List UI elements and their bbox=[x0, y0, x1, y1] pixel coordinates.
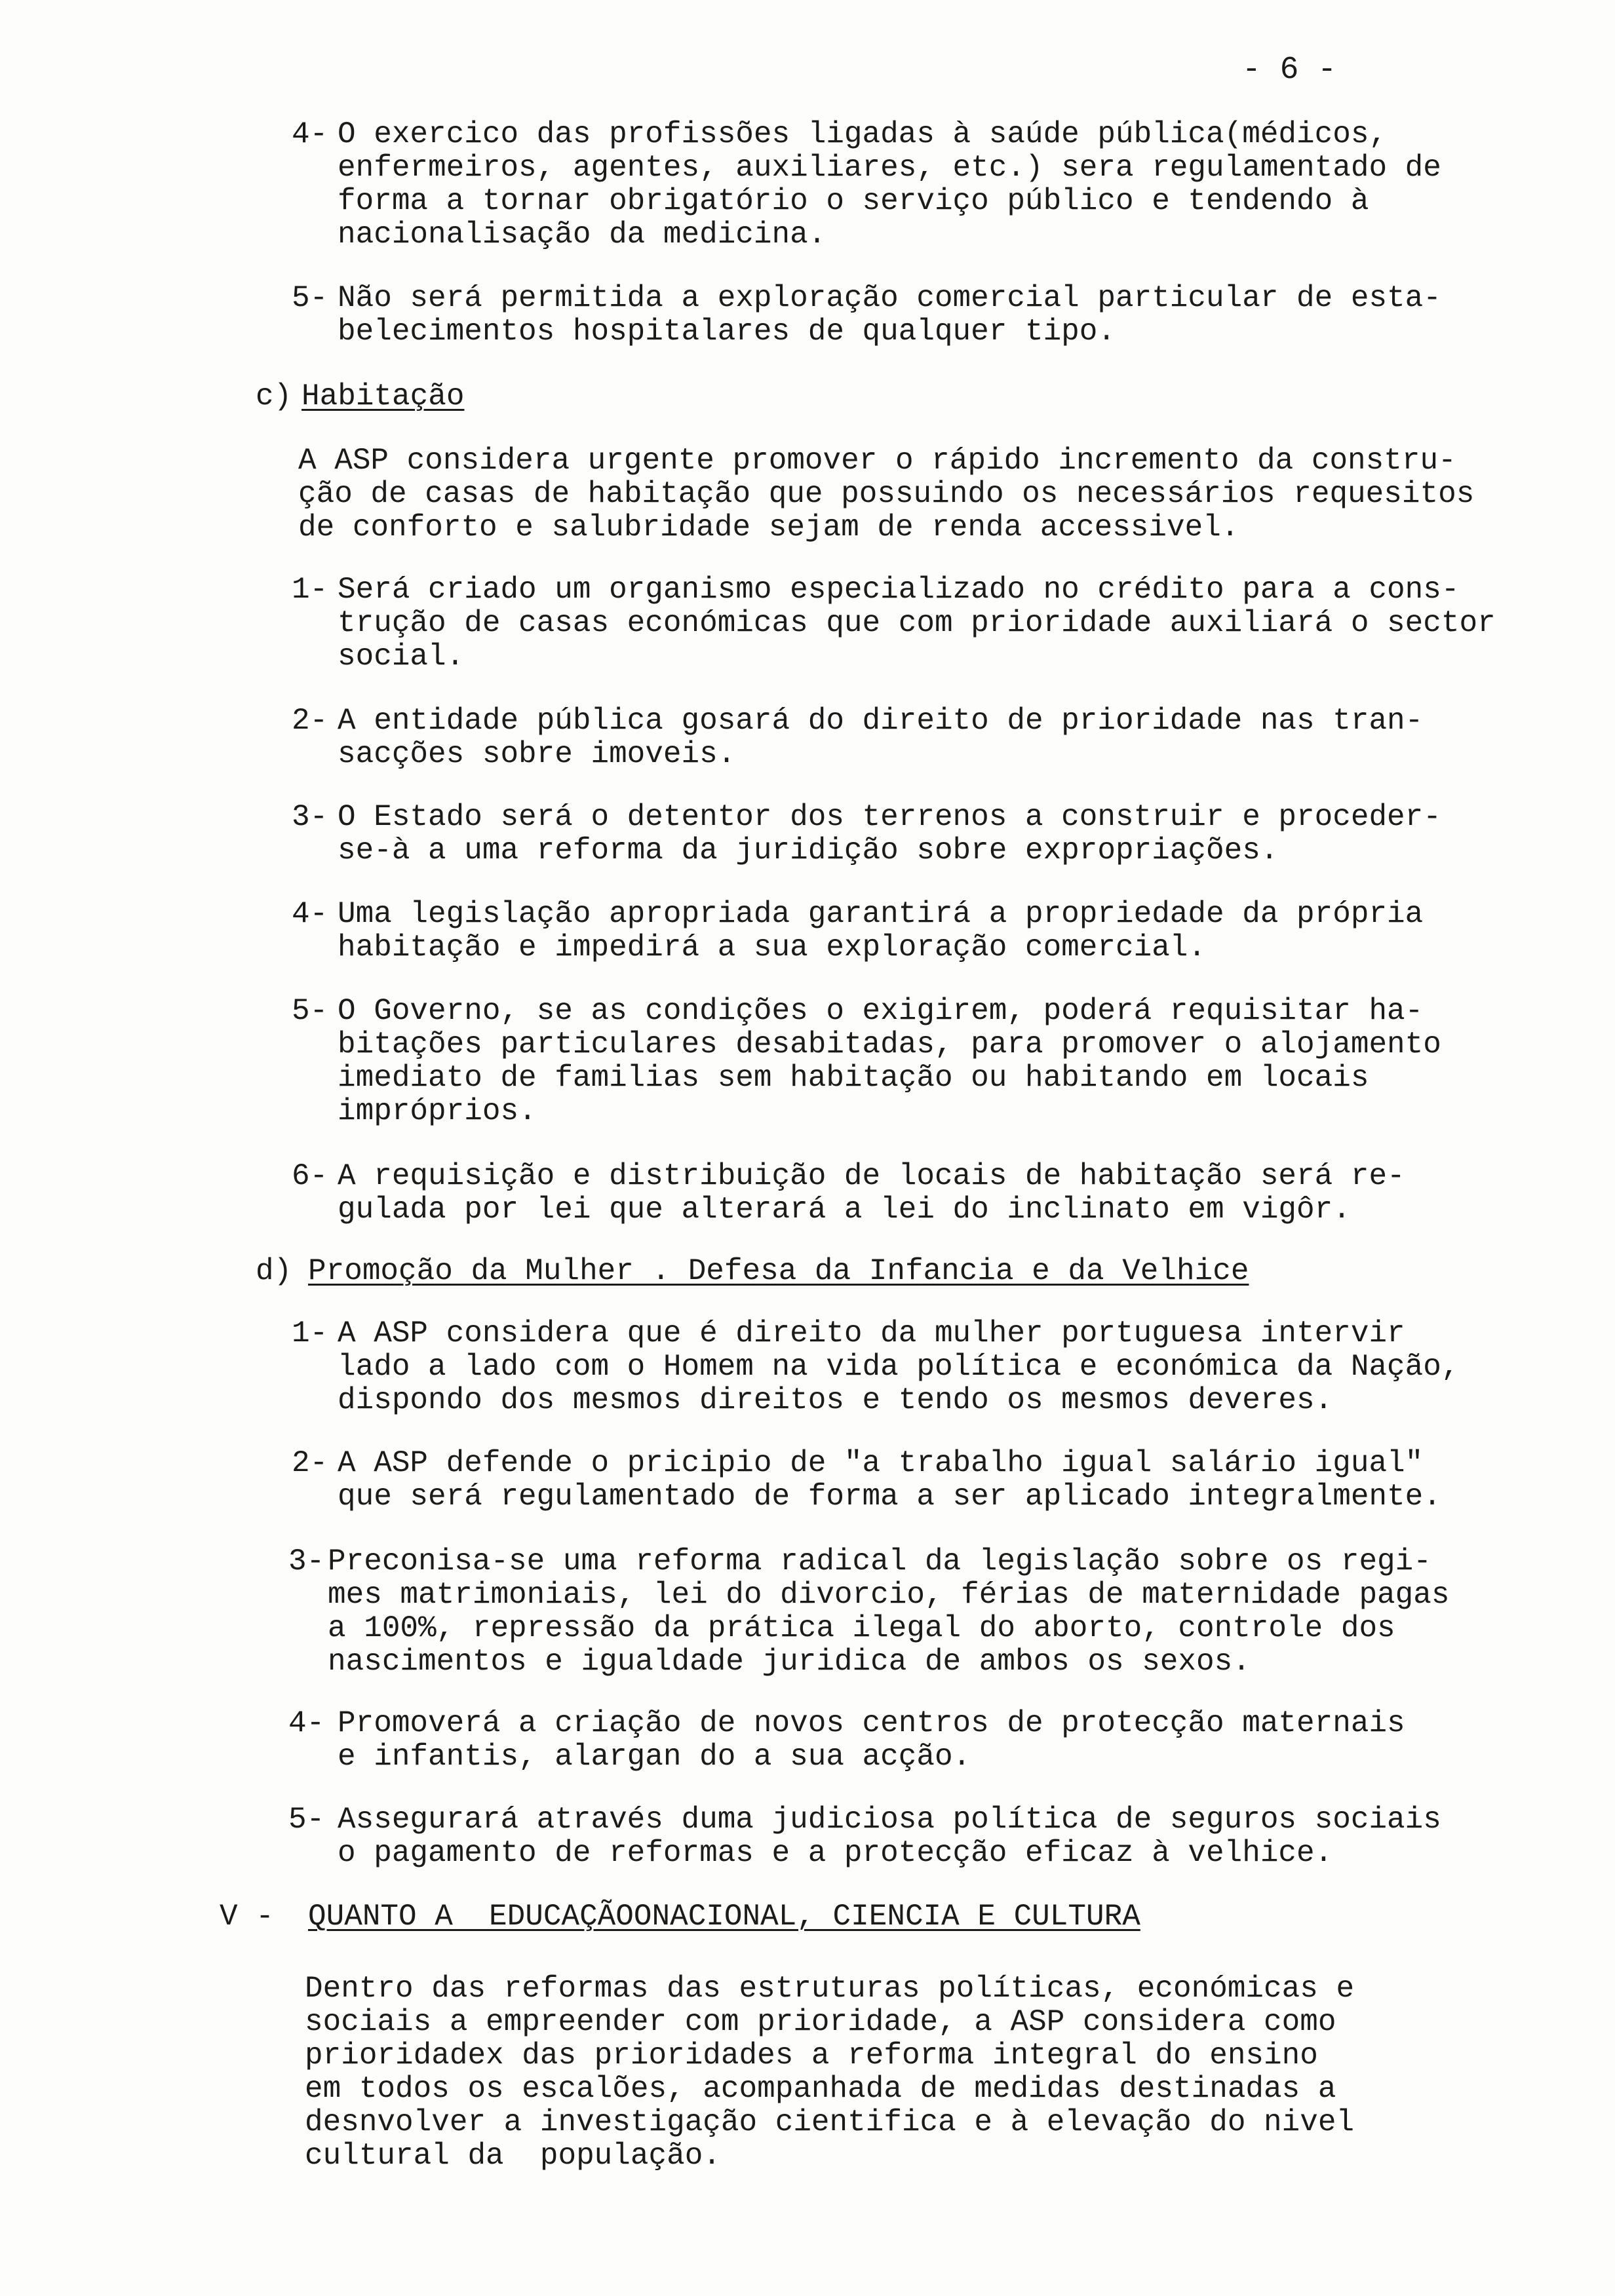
item-line: e infantis, alargan do a sua acção. bbox=[338, 1740, 971, 1774]
paragraph-line: desnvolver a investigação cientifica e à elevação do nivel bbox=[305, 2105, 1355, 2139]
paragraph-line: A ASP considera urgente promover o rápido incremento da constru- bbox=[298, 444, 1456, 478]
item-line: que será regulamentado de forma a ser aplicado integralmente. bbox=[338, 1480, 1441, 1514]
item-line: nacionalisação da medicina. bbox=[338, 218, 827, 252]
item-line: A requisição e distribuição de locais de habitação será re- bbox=[338, 1159, 1405, 1193]
item-label: 6- bbox=[292, 1159, 328, 1193]
paragraph-line: cultural da população. bbox=[305, 2139, 721, 2173]
item-line: Uma legislação apropriada garantirá a propriedade da própria bbox=[338, 897, 1424, 931]
paragraph-line: em todos os escalões, acompanhada de medidas destinadas a bbox=[305, 2072, 1336, 2106]
paragraph-line: ção de casas de habitação que possuindo os necessários requesitos bbox=[298, 477, 1475, 511]
item-line: Assegurará através duma judiciosa política de seguros sociais bbox=[338, 1803, 1441, 1837]
item-line: O exercico das profissões ligadas à saúde pública(médicos, bbox=[338, 117, 1388, 151]
item-line: belecimentos hospitalares de qualquer tipo. bbox=[338, 315, 1116, 349]
item-line: nascimentos e igualdade juridica de ambos os sexos. bbox=[328, 1645, 1251, 1679]
item-line: mes matrimoniais, lei do divorcio, férias de maternidade pagas bbox=[328, 1578, 1450, 1612]
item-label: 4- bbox=[288, 1706, 325, 1740]
item-line: Será criado um organismo especializado no crédito para a cons- bbox=[338, 573, 1460, 607]
item-line: A entidade pública gosará do direito de prioridade nas tran- bbox=[338, 704, 1424, 738]
page-number: - 6 - bbox=[1242, 52, 1337, 88]
paragraph-line: sociais a empreender com prioridade, a ASP considera como bbox=[305, 2005, 1336, 2039]
item-label: 1- bbox=[292, 1316, 328, 1350]
item-label: 5- bbox=[292, 994, 328, 1028]
item-line: Não será permitida a exploração comercial particular de esta- bbox=[338, 281, 1441, 315]
paragraph-line: Dentro das reformas das estruturas políticas, económicas e bbox=[305, 1972, 1355, 2006]
item-line: enfermeiros, agentes, auxiliares, etc.) sera regulamentado de bbox=[338, 151, 1441, 185]
item-line: o pagamento de reformas e a protecção eficaz à velhice. bbox=[338, 1836, 1333, 1870]
item-label: 4- bbox=[292, 117, 328, 151]
item-label: 2- bbox=[292, 1446, 328, 1480]
item-line: gulada por lei que alterará a lei do inclinato em vigôr. bbox=[338, 1193, 1351, 1227]
item-line: trução de casas económicas que com prioridade auxiliará o sector bbox=[338, 606, 1496, 640]
item-line: O Estado será o detentor dos terrenos a construir e proceder- bbox=[338, 800, 1441, 834]
item-line: social. bbox=[338, 640, 465, 674]
section-heading-habitacao: Habitação bbox=[302, 379, 465, 413]
item-line: O Governo, se as condições o exigirem, poderá requisitar ha- bbox=[338, 994, 1424, 1028]
section-heading-mulher: Promoção da Mulher . Defesa da Infancia e da Velhice bbox=[308, 1254, 1249, 1288]
item-line: habitação e impedirá a sua exploração comercial. bbox=[338, 930, 1207, 965]
item-line: a 100%, repressão da prática ilegal do aborto, controle dos bbox=[328, 1611, 1395, 1645]
item-line: forma a tornar obrigatório o serviço público e tendendo à bbox=[338, 184, 1369, 218]
item-line: sacções sobre imoveis. bbox=[338, 737, 736, 771]
section-marker: V - bbox=[220, 1900, 274, 1934]
item-line: imediato de familias sem habitação ou habitando em locais bbox=[338, 1061, 1369, 1095]
item-label: 1- bbox=[292, 573, 328, 607]
item-line: bitações particulares desabitadas, para promover o alojamento bbox=[338, 1027, 1441, 1062]
paragraph-line: de conforto e salubridade sejam de renda accessivel. bbox=[298, 510, 1239, 545]
item-line: A ASP defende o pricipio de "a trabalho igual salário igual" bbox=[338, 1446, 1424, 1480]
item-label: 5- bbox=[288, 1803, 325, 1837]
item-label: 3- bbox=[292, 800, 328, 834]
paragraph-line: prioridadex das prioridades a reforma integral do ensino bbox=[305, 2038, 1318, 2073]
item-label: 3- bbox=[288, 1544, 325, 1578]
item-label: 5- bbox=[292, 281, 328, 315]
item-line: impróprios. bbox=[338, 1094, 537, 1128]
item-label: 4- bbox=[292, 897, 328, 931]
item-label: 2- bbox=[292, 704, 328, 738]
section-marker: d) bbox=[256, 1254, 292, 1288]
section-marker: c) bbox=[256, 379, 292, 413]
item-line: lado a lado com o Homem na vida política e económica da Nação, bbox=[338, 1350, 1460, 1384]
item-line: se-à a uma reforma da juridição sobre expropriações. bbox=[338, 833, 1279, 868]
item-line: Promoverá a criação de novos centros de protecção maternais bbox=[338, 1706, 1405, 1740]
item-line: Preconisa-se uma reforma radical da legislação sobre os regi- bbox=[328, 1544, 1431, 1578]
item-line: dispondo dos mesmos direitos e tendo os mesmos deveres. bbox=[338, 1383, 1333, 1417]
section-heading-educacao: QUANTO A EDUCAÇÃOONACIONAL, CIENCIA E CULTURA bbox=[308, 1900, 1140, 1934]
item-line: A ASP considera que é direito da mulher portuguesa intervir bbox=[338, 1316, 1405, 1350]
